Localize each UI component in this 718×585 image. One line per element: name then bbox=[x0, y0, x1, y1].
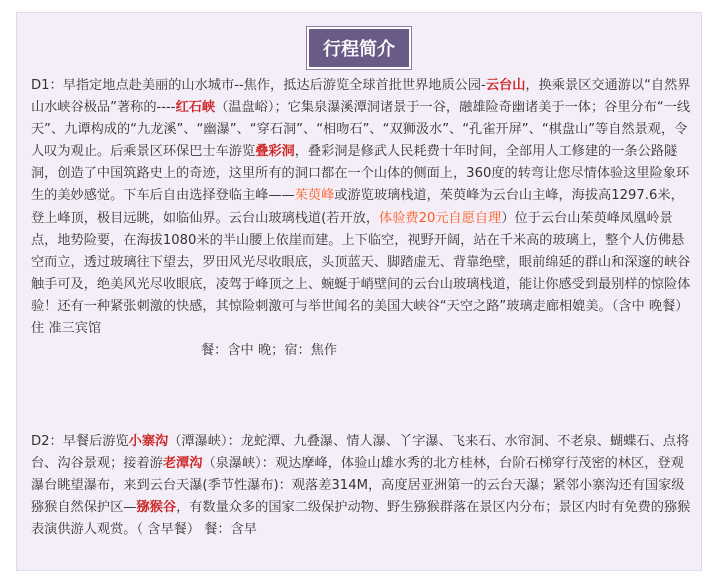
highlight-zhuyufeng: 茱萸峰 bbox=[294, 188, 335, 204]
day2-paragraph bbox=[31, 431, 691, 541]
day1-text: （温盘峪）；它集泉瀑溪潭洞诸景于一谷，融雄险奇幽诸美于一体；谷里分布“一线天”、九谭构成的“九龙溪”、“幽瀑”、“穿石洞”、“相吻石”、“双狮汲水”、“孔雀开屏”、“棋盘山”等自然景观，令人叹为观止。后乘景区环保巴士车游览 bbox=[31, 100, 691, 160]
highlight-fee-note: 体验费20元自愿自理 bbox=[379, 210, 502, 226]
day2-text: ，有数量众多的国家二级保护动物、野生猕猴群落在景区内分布；景区内时有免费的猕猴表演供游人观赏。（ 含早餐） 餐：含早 bbox=[31, 500, 691, 538]
highlight-laotangou: 老潭沟 bbox=[162, 456, 203, 472]
highlight-diecaidong: 叠彩洞 bbox=[255, 144, 295, 160]
day1-paragraph bbox=[31, 75, 691, 362]
highlight-hongshixia: 红石峡 bbox=[175, 100, 216, 116]
day1-text: ，换乘景区交通游以“自然界山水峡谷极品”著称的---- bbox=[31, 78, 691, 116]
day1-text: ）位于云台山茱萸峰凤凰岭景点，地势险要，在海拔1080米的半山腰上依崖而建。上下临空，视野开阔，站在千米高的玻璃上，整个人仿佛悬空而立，透过玻璃往下望去，罗田风光尽收眼底，头顶蓝天、脚踏虚无、背靠绝壁，眼前绵延的群山和深邃的峡谷触手可及，绝美风光尽收眼底，凌驾于峰顶之上、蜿蜒于峭壁间的云台山玻璃栈道，能让你感受到最别样的惊险体验！还有一种紧张刺激的快感，其惊险刺激可与举世闻名的美国大峡谷“天空之路”玻璃走廊相媲美。（含中 晚餐） 住 准三宾馆 bbox=[31, 210, 691, 337]
day1-meals: 餐：含中 晚；宿：焦作 bbox=[201, 343, 338, 359]
title-wrap bbox=[17, 27, 701, 69]
day2-text: （泉瀑峡）：观达摩峰，体验山雄水秀的北方桂林，台阶石梯穿行茂密的林区，登观瀑台眺望瀑布，来到云台天瀑(季节性瀑布)：观落差314M，高度居亚洲第一的云台天瀑；紧邻小寨沟还有国家级猕猴自然保护区— bbox=[31, 456, 685, 516]
highlight-xiaozhaigou: 小寨沟 bbox=[128, 434, 169, 449]
day1-text: 或游览玻璃栈道，茱萸峰为云台山主峰，海拔高1297.6米，登上峰顶，极目远眺，如临仙界。云台山玻璃栈道(若开放， bbox=[31, 188, 684, 226]
day2-text: （潭瀑峡）：龙蛇潭、九叠瀑、情人瀑、丫字瀑、飞来石、水帘洞、不老泉、蝴蝶石、点将台、沟谷景观；接着游 bbox=[31, 434, 690, 472]
highlight-yuntaishan: 云台山 bbox=[485, 78, 526, 93]
page-title: 行程简介 bbox=[307, 27, 411, 69]
highlight-mihougu: 猕猴谷 bbox=[136, 500, 177, 516]
day1-text: ，叠彩洞是修武人民耗费十年时间，全部用人工修建的一条公路隧洞，创造了中国筑路史上的奇迹，这里所有的洞口都在一个山体的侧面上，360度的转弯让您尽情体验这里险象环生的美妙感觉。下车后自由选择登临主峰—— bbox=[31, 144, 690, 204]
day2-text: D2：早餐后游览 bbox=[31, 434, 129, 449]
day1-text: D1：早指定地点赴美丽的山水城市--焦作，抵达后游览全球首批世界地质公园- bbox=[31, 78, 486, 93]
itinerary-card bbox=[16, 12, 702, 571]
